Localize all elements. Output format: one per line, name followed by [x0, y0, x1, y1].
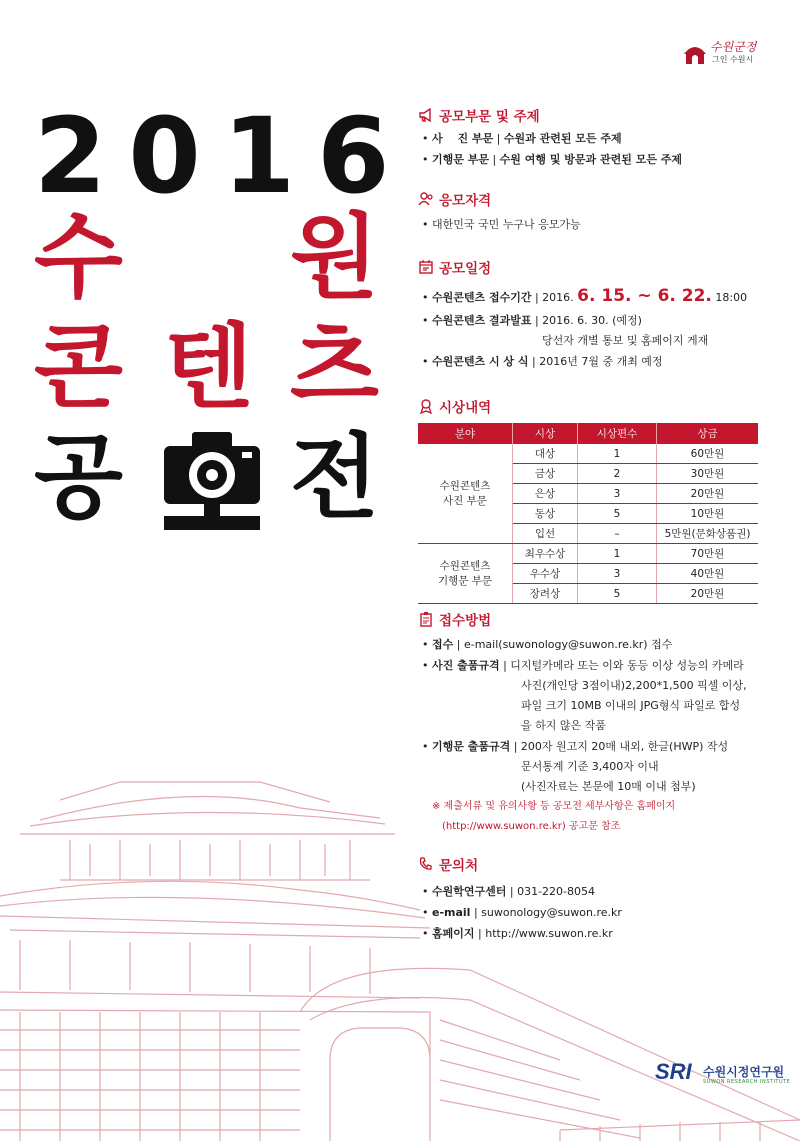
- list-item: • 대한민국 국민 누구나 응모가능: [422, 218, 581, 231]
- sri-mark: SRI: [655, 1059, 692, 1084]
- section-title: 응모자격: [439, 193, 492, 209]
- table-cell: 장려상: [513, 584, 578, 604]
- list-item: • 수원콘텐츠 결과발표 | 2016. 6. 30. (예정): [422, 314, 642, 327]
- section-schedule: [418, 256, 778, 372]
- table-cell: 5: [578, 584, 657, 604]
- table-cell: 입선: [513, 524, 578, 544]
- sri-logo: [655, 1057, 791, 1091]
- title-char-cheu: 츠: [290, 314, 379, 421]
- list-item: • 홈페이지 | http://www.suwon.re.kr: [422, 927, 613, 940]
- table-cell: 1: [578, 444, 657, 464]
- title-char-su: 수: [34, 204, 123, 311]
- table-row: [418, 544, 758, 564]
- group-cell: 수원콘텐츠 사진 부문: [418, 444, 513, 544]
- table-cell: 2: [578, 464, 657, 484]
- title-char-jeon: 전: [290, 424, 379, 531]
- list-item: • e-mail | suwonology@suwon.re.kr: [422, 906, 622, 919]
- title-char-won: 원: [290, 204, 379, 311]
- table-cell: 1: [578, 544, 657, 564]
- suwon-city-logo: [682, 36, 782, 70]
- section-title: 접수방법: [439, 613, 492, 629]
- table-cell: 40만원: [657, 564, 759, 584]
- section-contact: [418, 853, 778, 944]
- calendar-icon: [418, 259, 434, 275]
- people-icon: [418, 191, 434, 207]
- table-header: 시상편수: [578, 423, 657, 444]
- megaphone-icon: [418, 107, 434, 123]
- logo-caption: 그인 수원시: [712, 55, 754, 64]
- table-cell: 우수상: [513, 564, 578, 584]
- sri-name: 수원시정연구원: [703, 1065, 785, 1079]
- notice-text: ※ 제출서류 및 유의사항 등 공모전 세부사항은 홈페이지: [432, 801, 676, 812]
- list-item: • 수원콘텐츠 시 상 식 | 2016년 7월 중 개최 예정: [422, 355, 663, 368]
- awards-table: [418, 423, 758, 604]
- list-item: • 접수 | e-mail(suwonology@suwon.re.kr) 접수: [422, 638, 673, 651]
- list-item: • 수원콘텐츠 접수기간 | 2016. 6. 15. ~ 6. 22. 18:00: [422, 286, 748, 306]
- section-eligibility: [418, 188, 778, 235]
- table-cell: 60만원: [657, 444, 759, 464]
- table-header: 분야: [418, 423, 513, 444]
- title-char-kon: 콘: [34, 314, 123, 421]
- section-title: 공모부문 및 주제: [439, 109, 540, 125]
- list-item: • 기행문 부문 | 수원 여행 및 방문과 관련된 모든 주제: [422, 153, 683, 166]
- table-cell: –: [578, 524, 657, 544]
- title-char-gong: 공: [34, 424, 123, 531]
- table-cell: 20만원: [657, 584, 759, 604]
- list-item-sub: 당선자 개별 통보 및 홈페이지 게재: [542, 334, 709, 347]
- section-submission: [418, 608, 778, 837]
- group-cell: 수원콘텐츠 기행문 부문: [418, 544, 513, 604]
- list-item-sub: 사진(개인당 3점이내)2,200*1,500 픽셀 이상,: [521, 679, 747, 692]
- title-year: 2016: [34, 95, 412, 217]
- section-title: 공모일정: [439, 261, 492, 277]
- list-item: • 사 진 부문 | 수원과 관련된 모든 주제: [422, 132, 622, 145]
- section-title: 문의처: [439, 858, 479, 874]
- table-cell: 10만원: [657, 504, 759, 524]
- table-cell: 동상: [513, 504, 578, 524]
- table-cell: 은상: [513, 484, 578, 504]
- table-cell: 3: [578, 484, 657, 504]
- list-item-sub: 파일 크기 10MB 이내의 JPG형식 파일로 합성: [521, 699, 741, 712]
- table-cell: 금상: [513, 464, 578, 484]
- list-item: • 기행문 출품규격 | 200자 원고지 20매 내외, 한글(HWP) 작성: [422, 740, 729, 753]
- table-header: 시상: [513, 423, 578, 444]
- table-cell: 대상: [513, 444, 578, 464]
- table-header: 상금: [657, 423, 759, 444]
- table-cell: 5: [578, 504, 657, 524]
- notice-text: (http://www.suwon.re.kr) 공고문 참조: [442, 821, 621, 832]
- title-char-ten: 텐: [164, 314, 253, 421]
- list-item: • 사진 출품규격 | 디지털카메라 또는 이와 동등 이상 성능의 카메라: [422, 659, 744, 672]
- table-cell: 5만원(문화상품권): [657, 524, 759, 544]
- section-theme: [418, 104, 778, 170]
- medal-icon: [418, 398, 434, 414]
- table-cell: 30만원: [657, 464, 759, 484]
- section-title: 시상내역: [439, 400, 492, 416]
- section-awards: [418, 395, 778, 604]
- table-cell: 70만원: [657, 544, 759, 564]
- camera-mo-icon: [160, 430, 264, 532]
- sri-english-name: SUWON RESEARCH INSTITUTE: [703, 1079, 791, 1085]
- logo-script: 수원군정: [710, 40, 757, 54]
- table-cell: 3: [578, 564, 657, 584]
- list-item-sub: 을 하지 않은 작품: [521, 719, 606, 732]
- gate-logo-icon: [682, 40, 708, 66]
- list-item: • 수원학연구센터 | 031-220-8054: [422, 885, 596, 898]
- table-row: [418, 444, 758, 464]
- table-cell: 20만원: [657, 484, 759, 504]
- phone-icon: [418, 856, 434, 872]
- list-item-sub: (사진자료는 본문에 10매 이내 첨부): [521, 780, 696, 793]
- clipboard-icon: [418, 611, 434, 627]
- list-item-sub: 문서통계 기준 3,400자 이내: [521, 760, 659, 773]
- table-cell: 최우수상: [513, 544, 578, 564]
